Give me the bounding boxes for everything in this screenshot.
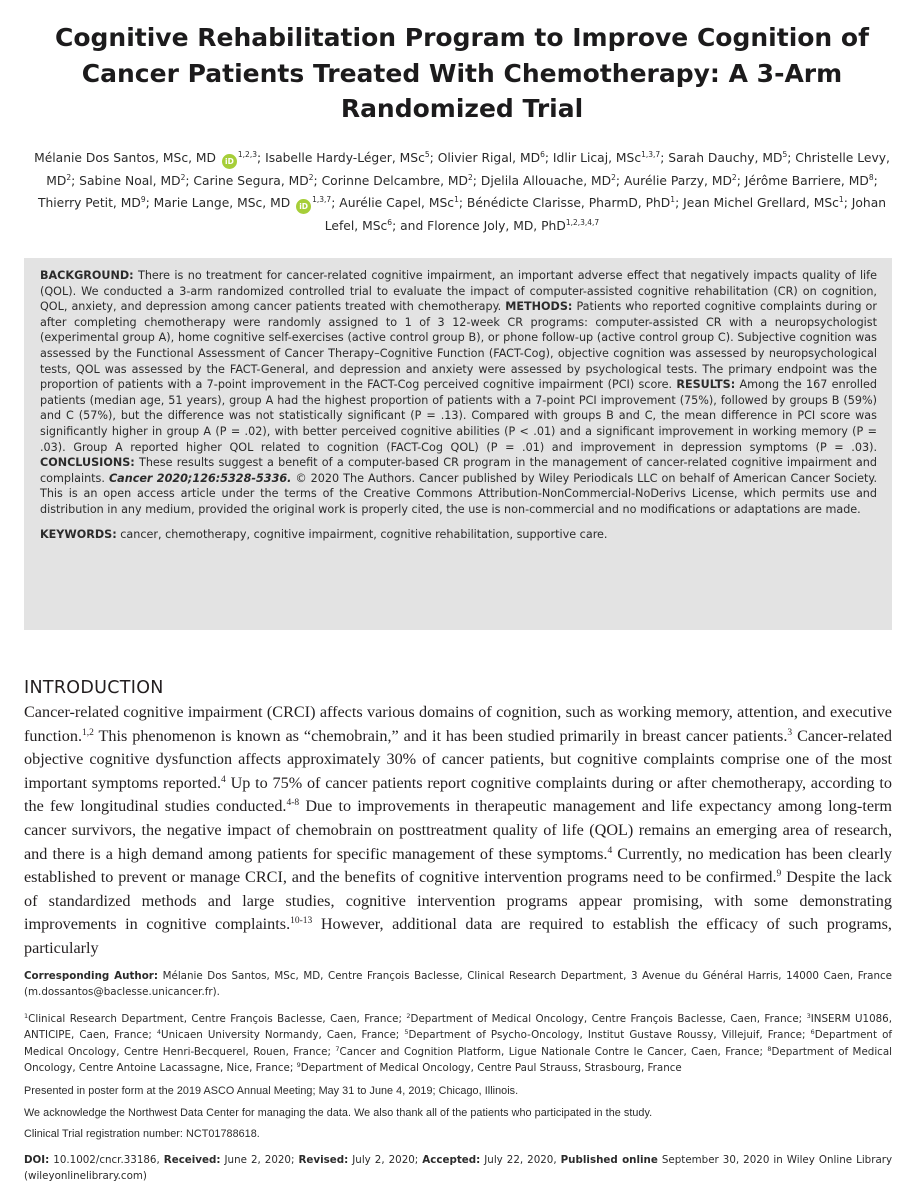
background-label: BACKGROUND: — [40, 269, 134, 282]
author-name: Florence Joly, MD, PhD — [427, 218, 566, 233]
author-name: Aurélie Capel, MSc — [339, 196, 455, 211]
affiliation-text: Department of Medical Oncology, Centre Paul Strauss, Strasbourg, France — [300, 1062, 682, 1075]
affiliation-number: 8 — [767, 1044, 772, 1053]
author-affiliation: 2 — [308, 172, 314, 182]
author-affiliation: 1,3,7 — [312, 195, 332, 205]
author-affiliation: 6 — [387, 217, 393, 227]
affiliations — [24, 1011, 892, 1077]
author-name: Jean Michel Grellard, MSc — [683, 196, 839, 211]
author-name: Sabine Noal, MD — [79, 173, 181, 188]
orcid-icon[interactable]: iD — [222, 154, 237, 169]
presented-note: Presented in poster form at the 2019 ASCO Annual Meeting; May 31 to June 4, 2019; Chicago, Illinois. — [24, 1085, 519, 1097]
published-label: Published online — [560, 1154, 658, 1166]
abstract-text — [40, 268, 877, 518]
author-affiliation: 5 — [424, 150, 430, 159]
registration-note: Clinical Trial registration number: NCT01788618. — [24, 1128, 260, 1140]
author: Isabelle Hardy-Léger, MSc$^5$; — [265, 150, 438, 165]
results-text: Among the 167 enrolled patients (median age, 51 years), group A had the highest proportion of patients with a 7-point PCI improvement (75%), followed by groups B (59%) and C (57%), but the difference was not statistically significant (P = .13). Compared with groups B and C, the mean difference in PCI score was significantly higher in group A (P = .02), with better perceived cognitive abilities (P < .01) and a significant improvement in working memory (P = .03). Group A reported higher QOL related to cognition (FACT-Cog QOL) (P = .01) and improvement in depression symptoms (P = .03). — [40, 378, 877, 454]
author: Mélanie Dos Santos, MSc, MD iD$^{1,2,3}$; — [34, 151, 265, 165]
author-affiliation: 1,2,3,4,7 — [565, 217, 600, 227]
author-affiliation: 1 — [454, 195, 459, 205]
keywords — [40, 527, 877, 543]
author: Bénédicte Clarisse, PharmD, PhD$^1$; — [466, 195, 684, 211]
author-name: Sarah Dauchy, MD — [668, 151, 783, 165]
abstract-box — [24, 258, 892, 630]
author: Thierry Petit, $MD^9$; — [37, 195, 154, 211]
author-name: Olivier Rigal, MD — [437, 151, 541, 165]
author-affiliation: 1 — [838, 195, 844, 205]
author-name: Isabelle Hardy-Léger, MSc — [265, 151, 425, 165]
affiliation-text: Department of Medical Oncology, Centre Henri-Becquerel, Rouen, France; — [24, 1029, 893, 1058]
author-name: Aurélie Parzy, MD — [623, 173, 732, 188]
revised-label: Revised: — [298, 1154, 349, 1166]
author: Christelle Levy, $MD^2$; — [46, 151, 890, 188]
citation-ref[interactable]: 3 — [787, 727, 793, 738]
accepted-label: Accepted: — [422, 1154, 481, 1166]
published-date: September 30, 2020 in Wiley Online Library (wileyonlinelibrary.com) — [24, 1154, 893, 1183]
author-name: Jérôme Barriere, MD — [744, 173, 869, 188]
citation-ref[interactable]: 4-8 — [286, 798, 300, 809]
author: and Florence Joly, MD, PhD$^{1,2,3,4,7}$ — [400, 217, 600, 233]
author: Jean Michel Grellard, MSc$^1$; — [683, 195, 852, 211]
affiliation-number: 1 — [24, 1012, 29, 1020]
received-label: Received: — [163, 1154, 221, 1166]
acknowledgment-note: We acknowledge the Northwest Data Center for managing the data. We also thank all of the patients who participated in the study. — [24, 1107, 653, 1119]
author-name: Thierry Petit, MD — [37, 196, 141, 211]
corresponding-author — [24, 968, 892, 1001]
author-affiliation: 1 — [670, 195, 676, 205]
author-name: Mélanie Dos Santos, MSc, MD — [34, 151, 216, 165]
author: Corinne Delcambre, $MD^2$; — [321, 172, 481, 188]
author: Idlir Licaj, MSc$^{1,3,7}$; — [552, 150, 669, 165]
affiliation-text: INSERM U1086, ANTICIPE, Caen, France; — [24, 1013, 892, 1042]
affiliation-number: 7 — [335, 1044, 340, 1053]
affiliation-text: Department of Medical Oncology, Centre François Baclesse, Caen, France; — [410, 1013, 807, 1025]
intro-text: Due to improvements in therapeutic management and life expectancy among long-term cancer survivors, the negative impact of chemobrain on posttreatment quality of life (QOL) remains an emerging area of research, and there is a high demand among patients for specific management of these symptoms. — [24, 797, 892, 863]
intro-text: Up to 75% of cancer patients report cognitive complaints during or after chemotherapy, according to the few longitudinal studies conducted. — [24, 773, 892, 816]
affiliation-text: Clinical Research Department, Centre François Baclesse, Caen, France; — [28, 1013, 407, 1025]
affiliation-number: 6 — [810, 1028, 815, 1037]
author-affiliation: 2 — [731, 172, 737, 182]
author: Sarah Dauchy, $MD^5$; — [668, 150, 796, 165]
corresponding-label: Corresponding Author: — [24, 970, 158, 982]
author-affiliation: 5 — [782, 150, 788, 159]
corresponding-text: Mélanie Dos Santos, MSc, MD, Centre François Baclesse, Clinical Research Department, 3 Avenue du Général Harris, 14000 Caen, France (m.dossantos@baclesse.unicancer.fr). — [24, 970, 892, 999]
intro-text: Cancer-related objective cognitive dysfunction affects approximately 30% of cancer patients, but cognitive complaints comprise one of the most important symptoms reported. — [24, 726, 893, 792]
citation-ref[interactable]: 1,2 — [82, 727, 94, 738]
doi-link[interactable]: 10.1002/cncr.33186, — [53, 1154, 160, 1166]
author: Carine Segura, $MD^2$; — [193, 172, 322, 188]
citation-ref[interactable]: 10-13 — [290, 916, 313, 927]
results-label: RESULTS: — [676, 378, 736, 392]
author-affiliation: 6 — [540, 150, 545, 159]
keywords-text: cancer, chemotherapy, cognitive impairment, cognitive rehabilitation, supportive care. — [120, 527, 608, 541]
author-list — [30, 147, 894, 237]
methods-label: METHODS: — [505, 300, 573, 314]
license-text: © 2020 The Authors. Cancer published by Wiley Periodicals LLC on behalf of American Cancer Society. This is an open access article under the terms of the Creative Commons Attribution-NonCommercial-NoDerivs License, which permits use and distribution in any medium, provided the original work is properly cited, the use is non-commercial and no modifications or adaptations are made. — [40, 471, 877, 516]
intro-text: Currently, no medication has been clearly established to prevent or manage CRCI, and the benefits of cognitive intervention programs need to be confirmed. — [24, 844, 892, 887]
intro-text: Despite the lack of standardized methods and large studies, cognitive intervention programs appear promising, with some demonstrating improvements in cognitive complaints. — [24, 868, 892, 934]
affiliation-number: 3 — [806, 1012, 811, 1020]
author: Olivier Rigal, $MD^6$; — [437, 150, 553, 165]
citation-ref[interactable]: 9 — [776, 869, 782, 880]
author: Sabine Noal, $MD^2$; — [79, 172, 194, 188]
intro-text: However, additional data are required to establish the efficacy of such programs, particularly — [24, 915, 892, 957]
conclusions-label: CONCLUSIONS: — [40, 456, 135, 470]
revised-date: July 2, 2020; — [352, 1154, 419, 1166]
author-affiliation: 2 — [468, 172, 473, 182]
received-date: June 2, 2020; — [224, 1154, 295, 1166]
journal-citation: Cancer 2020;126:5328-5336. — [108, 471, 292, 485]
author-name: Djelila Allouache, MD — [480, 173, 612, 188]
citation-ref[interactable]: 4 — [221, 774, 226, 785]
author-affiliation: 2 — [611, 172, 616, 182]
author-name: Johan Lefel, MSc — [324, 196, 887, 233]
affiliation-number: 2 — [406, 1012, 411, 1020]
methods-text: Patients who reported cognitive complaints during or after completing chemotherapy were randomly assigned to 1 of 3 12-week CR programs: computer-assisted CR with a neuropsychologist (experimental group A), home cognitive self-exercises (active control group B), or phone follow-up (active control group C). Subjective cognition was assessed by the Functional Assessment of Cancer Therapy–Cognitive Function (FACT-Cog), objective cognition was assessed by neuropsychological tests, QOL was assessed by the FACT-General, and depression and anxiety were assessed by psychological tests. The primary endpoint was the proportion of patients with a 7-point improvement in the FACT-Cog perceived cognitive impairment (PCI) score. — [40, 300, 877, 392]
article-title: Cognitive Rehabilitation Program to Improve Cognition of Cancer Patients Treated With Chemotherapy: A 3-Arm Randomized Trial — [54, 23, 869, 123]
affiliation-number: 9 — [296, 1061, 301, 1070]
keywords-label: KEYWORDS: — [40, 527, 117, 541]
author-name: Idlir Licaj, MSc — [552, 151, 642, 165]
intro-text: Cancer-related cognitive impairment (CRCI) affects various domains of cognition, such as working memory, attention, and executive function. — [24, 703, 892, 745]
author-name: Bénédicte Clarisse, PharmD, PhD — [466, 196, 671, 211]
introduction-heading: INTRODUCTION — [24, 678, 164, 698]
author-affiliation: 8 — [868, 172, 874, 182]
author: Aurélie Parzy, $MD^2$; — [623, 172, 745, 188]
author-affiliation: 9 — [140, 195, 146, 205]
author-name: Christelle Levy, MD — [46, 151, 890, 188]
author-affiliation: 1,2,3 — [237, 150, 257, 159]
author: Johan Lefel, MSc$^6$; — [324, 196, 887, 233]
affiliation-number: 4 — [156, 1028, 162, 1037]
author-name: Corinne Delcambre, MD — [321, 173, 469, 188]
author-affiliation: 2 — [180, 172, 186, 182]
author-affiliation: 2 — [66, 172, 72, 182]
author-name: Marie Lange, MSc, MD — [153, 196, 291, 211]
affiliation-text: Unicaen University Normandy, Caen, France; — [161, 1029, 405, 1042]
affiliation-number: 5 — [404, 1028, 409, 1037]
conclusions-text: These results suggest a benefit of a computer-based CR program in the management of cancer-related cognitive impairment and complaints. — [40, 456, 877, 485]
author-affiliation: 1,3,7 — [641, 150, 661, 159]
author: Marie Lange, MSc, MD iD$^{1,3,7}$; — [154, 196, 340, 210]
author: Aurélie Capel, MSc$^1$; — [339, 195, 467, 211]
affiliation-text: Department of Medical Oncology, Centre Antoine Lacassagne, Nice, France; — [24, 1045, 893, 1075]
author: Jérôme Barriere, $MD^8$; — [744, 172, 878, 188]
background-text: There is no treatment for cancer-related cognitive impairment, an important adverse effect that negatively impacts quality of life (QOL). We conducted a 3-arm randomized controlled trial to evaluate the impact of computer-assisted cognitive rehabilitation (CR) on cognition, QOL, anxiety, and depression among cancer patients treated with chemotherapy. — [40, 269, 877, 314]
citation-ref[interactable]: 4 — [607, 845, 613, 856]
affiliation-text: Department of Psycho-Oncology, Institut Gustave Roussy, Villejuif, France; — [408, 1029, 811, 1042]
intro-text: This phenomenon is known as “chemobrain,” and it has been studied primarily in breast cancer patients. — [93, 726, 788, 745]
affiliation-text: Cancer and Cognition Platform, Ligue Nationale Contre le Cancer, Caen, France; — [339, 1045, 768, 1058]
author-name: Carine Segura, MD — [193, 173, 309, 188]
accepted-date: July 22, 2020, — [484, 1154, 557, 1166]
doi-label: DOI: — [24, 1154, 50, 1166]
introduction-body — [24, 701, 892, 961]
author: Djelila Allouache, $MD^2$; — [480, 172, 624, 188]
orcid-icon[interactable]: iD — [296, 199, 311, 214]
doi-line — [24, 1152, 892, 1185]
